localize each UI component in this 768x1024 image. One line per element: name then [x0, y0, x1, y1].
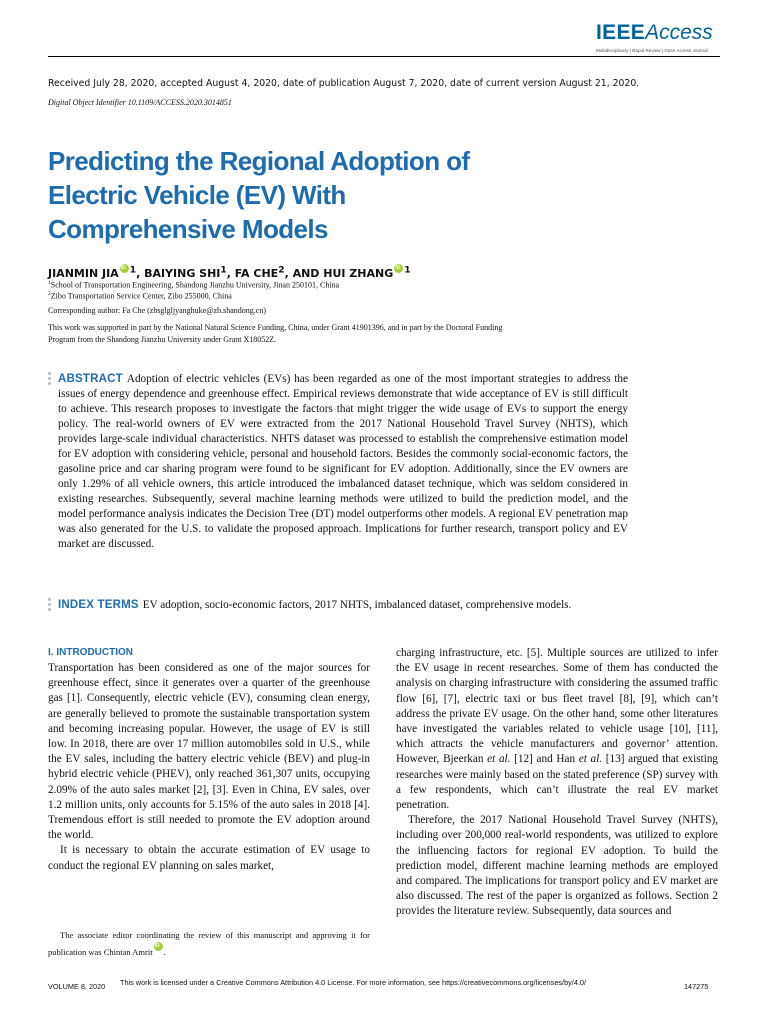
section-marker-icon: [48, 598, 51, 613]
body-paragraph: Therefore, the 2017 National Household Travel Survey (NHTS), including over 200,000 real-world respondents, was utilized to explore the influencing factors for regional EV adoption. To build the prediction model, different machine learning methods are employed and compared. The implications for transport policy and EV market are also discussed. The rest of the paper is organized as follows. Section 2 provides the literature review. Subsequently, data sources and: [396, 814, 718, 918]
abstract-text: Adoption of electric vehicles (EVs) has been regarded as one of the most important strategies to address the issues of energy dependence and greenhouse effect. Empirical reviews demonstrate that wide acceptance of EV is still difficult to achieve. This research proposes to investigate the factors that might trigger the wide usage of EVs to support the energy policy. The real-world owners of EV were extracted from the 2017 National Household Travel Survey (NHTS), which provides large-scale individual characteristics. NHTS dataset was processed to establish the comprehensive estimation model for EV adoption with considering vehicle, personal and household factors. Besides the commonly social-economic factors, the gasoline price and car sharing program were found to be significant for EV adoption. Additionally, since the EV owners are only 1.29% of all vehicle owners, this article introduced the imbalanced dataset technique, which was seldom considered in existing researches. Subsequently, several machine learning methods were utilized to build the prediction model, and the model performance analysis indicates the Decision Tree (DT) model outperforms other models. A regional EV penetration map was also generated for the U.S. to validate the proposed approach. Implications for further research, transport policy and EV market are discussed.: [58, 373, 628, 550]
paper-title: Predicting the Regional Adoption of Electric Vehicle (EV) With Comprehensive Models: [48, 146, 470, 244]
orcid-icon[interactable]: [154, 942, 163, 951]
body-paragraph: charging infrastructure, etc. [5]. Multiple sources are utilized to infer the EV usage in recent researches. Some of them has conducted the analysis on charging infrastructure with considering the assumed traffic flow [6], [7], electric taxi or bus fleet travel [8], [9], which can’t address the private EV usage. On the other hand, some other literatures have investigated the variables related to vehicle usage [10], [11], which attracts the vehicle manufacturers and governor’ attention. However, Bjeerkan et al. [12] and Han et al. [13] argued that existing researches were mainly based on the stated preference (SP) survey with a few respondents, which can’t illustrate the real EV market penetration.: [396, 647, 719, 812]
section-marker-icon: [48, 372, 51, 387]
orcid-icon[interactable]: [394, 264, 403, 273]
journal-brand: IEEEAccess: [596, 21, 713, 44]
journal-logo: [596, 22, 716, 56]
abstract-label: ABSTRACT: [58, 373, 123, 385]
page-number: 147275: [684, 982, 709, 991]
orcid-icon[interactable]: [120, 264, 129, 273]
doi-line: Digital Object Identifier 10.1109/ACCESS.2020.3014851: [48, 98, 232, 107]
author-name: , AND HUI ZHANG: [284, 267, 394, 280]
volume-label: VOLUME 8, 2020: [48, 982, 106, 991]
header-rule: [48, 56, 720, 57]
index-terms-text: EV adoption, socio-economic factors, 2017 NHTS, imbalanced dataset, comprehensive models.: [142, 599, 572, 611]
index-terms-label: INDEX TERMS: [58, 599, 139, 611]
received-dates: Received July 28, 2020, accepted August 4, 2020, date of publication August 7, 2020, date of current version August 21, 2020.: [48, 78, 640, 89]
funding-statement: This work was supported in part by the National Natural Science Funding, China, under Grant 41901396, and in part by the Doctoral Funding Program from the Shandong Jianzhu University under Grant X18052Z.: [48, 323, 503, 344]
affiliation: $^1$School of Transportation Engineering, Shandong Jianzhu University, Jinan 250101, China: [48, 280, 340, 290]
journal-tagline: Multidisciplinary | Rapid Review | Open Access Journal: [596, 48, 708, 53]
author-list: JIANMIN JIAiD $^1$, BAIYING SHI$^1$, FA CHE$^2$, AND HUI ZHANGiD $^1$: [48, 264, 411, 280]
author-name: , FA CHE: [226, 267, 279, 280]
body-paragraph: Transportation has been considered as one of the major sources for greenhouse effect, since it generates over a quarter of the greenhouse gas [1]. Consequently, electric vehicle (EV), consuming clean energy, are generally believed to promote the sustainable transportation system and becoming increasing popular. However, the usage of EV is still low. In 2018, there are over 17 million automobiles sold in U.S., while the EV sales, including the battery electric vehicle (BEV) and plug-in hybrid electric vehicle (PHEV), only reached 361,307 units, occupying 2.09% of the auto sales market [2], [3]. Even in China, EV sales, over 1.2 million units, only accounts for 5.15% of the auto sales in 2018 [4]. Tremendous effort is still needed to promote the EV adoption around the world.: [48, 662, 370, 842]
index-terms: [58, 598, 628, 613]
abstract: [58, 372, 628, 552]
right-column: [396, 646, 718, 920]
left-column: [48, 646, 370, 874]
author-name: JIANMIN JIA: [48, 267, 119, 280]
license-line: This work is licensed under a Creative Commons Attribution 4.0 License. For more information, see https://creativecommons.org/licenses/by/4.0/: [120, 978, 586, 987]
affiliation: $^2$Zibo Transportation Service Center, Zibo 255000, China: [48, 291, 232, 301]
editor-footnote: The associate editor coordinating the review of this manuscript and approving it for publication was Chintan AmritiD .: [48, 928, 370, 959]
author-name: , BAIYING SHI: [136, 267, 221, 280]
section-heading: I. INTRODUCTION: [48, 647, 133, 658]
corresponding-author: Corresponding author: Fa Che (zbsglgljyanghuke@zb.shandong.cn): [48, 306, 266, 315]
body-paragraph: It is necessary to obtain the accurate estimation of EV usage to conduct the regional EV planning on sales market,: [48, 844, 370, 872]
